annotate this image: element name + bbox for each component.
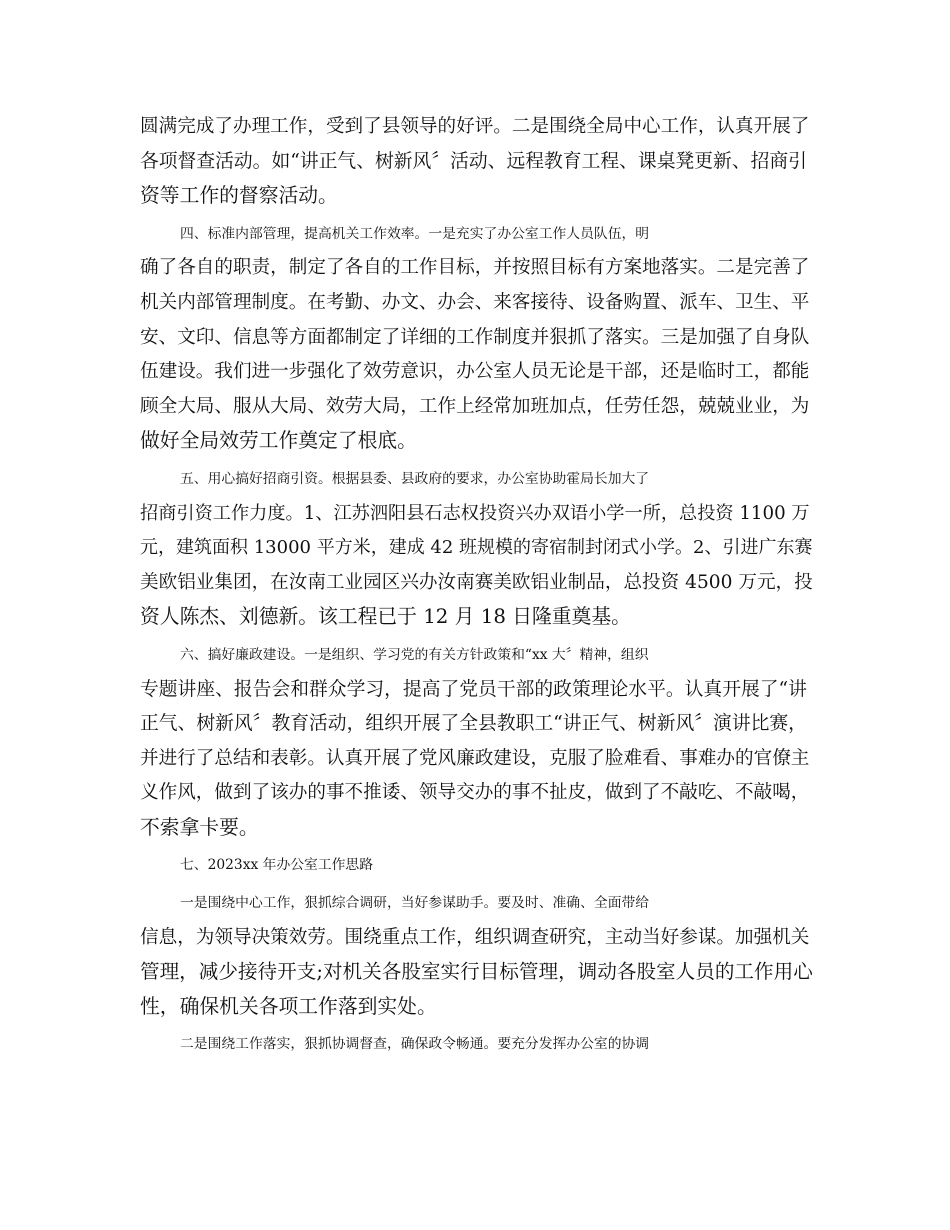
- text-line: 伍建设。我们进一步强化了效劳意识，办公室人员无论是干部，还是临时工，都能: [140, 361, 810, 383]
- text-line: 元，建筑面积 13000 平方米，建成 42 班规模的寄宿制封闭式小学。2、引进广东赛: [140, 537, 813, 559]
- text-line: 一是围绕中心工作，狠抓综合调研，当好参谋助手。要及时、准确、全面带给: [180, 895, 650, 912]
- text-line: 确了各自的职责，制定了各自的工作目标，并按照目标有方案地落实。二是完善了: [140, 257, 810, 279]
- text-line: 信息，为领导决策效劳。围绕重点工作，组织调查研究，主动当好参谋。加强机关: [140, 926, 810, 948]
- text-line: 不索拿卡要。: [140, 815, 259, 839]
- text-line: 专题讲座、报告会和群众学习，提高了党员干部的政策理论水平。认真开展了“讲: [140, 678, 807, 700]
- text-line: 各项督查活动。如“讲正气、树新风〞活动、远程教育工程、课桌凳更新、招商引: [140, 150, 807, 172]
- text-line: 机关内部管理制度。在考勤、办文、办会、来客接待、设备购置、派车、卫生、平: [140, 291, 810, 313]
- text-line: 五、用心搞好招商引资。根据县委、县政府的要求，办公室协助霍局长加大了: [180, 470, 650, 487]
- text-line: 圆满完成了办理工作，受到了县领导的好评。二是围绕全局中心工作，认真开展了: [140, 116, 810, 137]
- text-line: 顾全大局、服从大局、效劳大局，工作上经常加班加点，任劳任怨，兢兢业业，为: [140, 395, 810, 417]
- text-line: 美欧铝业集团，在汝南工业园区兴办汝南赛美欧铝业制品，总投资 4500 万元，投: [140, 571, 813, 593]
- text-line: 资人陈杰、刘德新。该工程已于 12 月 18 日隆重奠基。: [140, 605, 631, 629]
- text-line: 二是围绕工作落实，狠抓协调督查，确保政令畅通。要充分发挥办公室的协调: [180, 1036, 650, 1053]
- paragraph-investment: [140, 462, 812, 635]
- text-line: 六、搞好廉政建设。一是组织、学习党的有关方针政策和“xx 大〞精神，组织: [180, 646, 649, 663]
- text-line: 招商引资工作力度。1、江苏泗阳县石志权投资兴办双语小学一所，总投资 1100 万: [140, 502, 810, 524]
- text-line: 管理，减少接待开支;对机关各股室实行目标管理，调动各股室人员的工作用心: [140, 960, 813, 984]
- paragraph-supervision: [140, 110, 812, 214]
- text-line: 资等工作的督察活动。: [140, 184, 338, 208]
- text-line: 并进行了总结和表彰。认真开展了党风廉政建设，克服了脸难看、事难办的官僚主: [140, 747, 810, 769]
- paragraph-integrity: [140, 638, 812, 846]
- text-line: 七、2023xx 年办公室工作思路: [180, 857, 374, 874]
- text-line: 性，确保机关各项工作落到实处。: [140, 994, 437, 1018]
- text-line: 四、标准内部管理，提高机关工作效率。一是充实了办公室工作人员队伍，明: [180, 225, 650, 242]
- text-line: 安、文印、信息等方面都制定了详细的工作制度并狠抓了落实。三是加强了自身队: [140, 326, 810, 348]
- text-line: 正气、树新风〞教育活动，组织开展了全县教职工“讲正气、树新风〞演讲比赛，: [140, 713, 807, 735]
- paragraph-research: [140, 886, 812, 1024]
- paragraph-coordination: [140, 1027, 812, 1062]
- text-line: 义作风，做到了该办的事不推诿、领导交办的事不扯皮，做到了不敲吃、不敲喝，: [140, 782, 810, 804]
- paragraph-internal-management: [140, 217, 812, 459]
- document-body: [140, 110, 812, 1065]
- text-line: 做好全局效劳工作奠定了根底。: [140, 429, 417, 453]
- section-heading-work-plan: [140, 848, 812, 883]
